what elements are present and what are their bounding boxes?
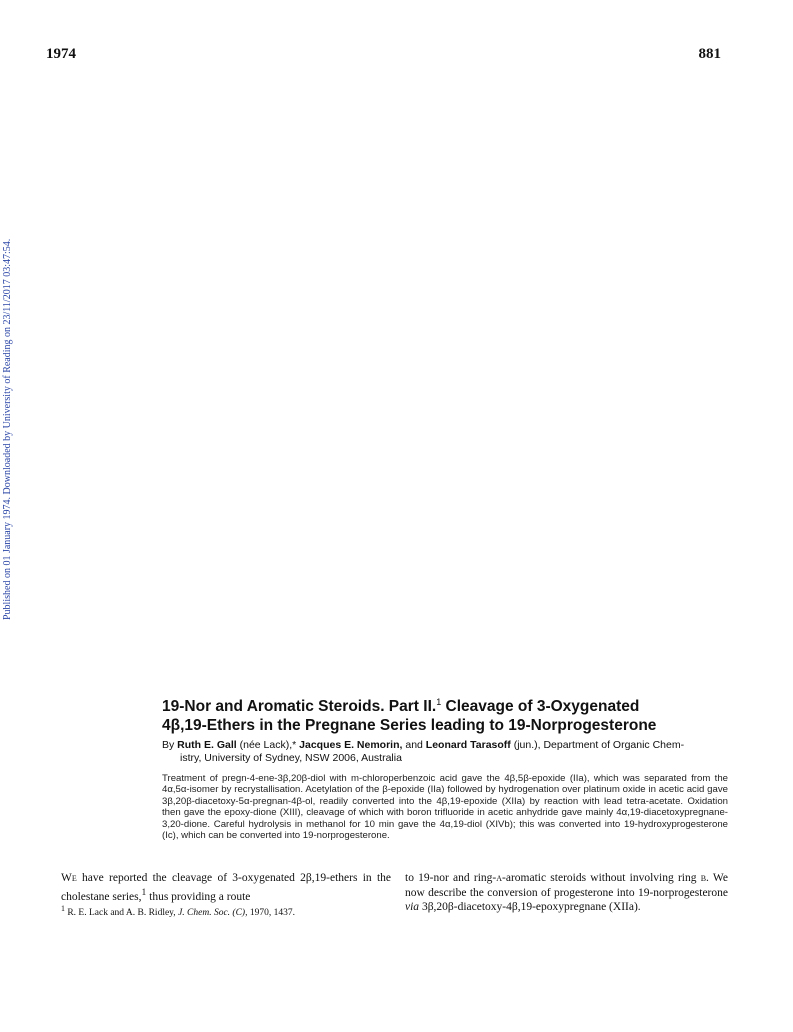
body-column-left	[61, 871, 391, 904]
footnote	[61, 903, 391, 919]
download-watermark	[2, 200, 18, 620]
footnote-year-page: 1970, 1437.	[247, 908, 295, 919]
body-right-text-1: to 19-nor and ring-	[405, 872, 497, 884]
author-3: Leonard Tarasoff	[425, 739, 511, 751]
title-part-1b: Cleavage of 3-Oxygenated	[441, 698, 640, 716]
body-right-text-3: . We now describe the conversion of progesterone into 19-norprogesterone	[405, 872, 728, 899]
body-left-end: thus providing a route	[146, 890, 251, 903]
byline-and: and	[402, 739, 426, 751]
download-watermark-text[interactable]: Published on 01 January 1974. Downloaded by University of Reading on 23/11/2017 03:47:54.	[2, 238, 13, 620]
footnote-journal: J. Chem. Soc. (C),	[178, 908, 248, 919]
article-title	[162, 693, 728, 735]
body-left-text: have reported the cleavage of 3-oxygenated 2β,19-ethers in the cholestane series,	[61, 872, 391, 903]
journal-year: 1974	[46, 46, 76, 62]
abstract: Treatment of pregn-4-ene-3β,20β-diol with m-chloroperbenzoic acid gave the 4β,5β-epoxide (IIa), which was separated from the 4α,5α-isomer by recrystallisation. Acetylation of the β-epoxide (IIa) followed by hydrogenation over platinum oxide in acetic acid gave 3β,20β-diacetoxy-5α-pregnan-4β-ol, readily converted into the 4β,19-epoxide (XIIa) by reaction with lead tetra-acetate. Oxidation then gave the epoxy-dione (XIII), cleavage of which with boron trifluoride in acetic anhydride gave mainly 4α,19-diacetoxypregnane-3,20-dione. Careful hydrolysis in methanol for 10 min gave the 4α,19-diol (XIVb); this was converted into 19-hydroxyprogesterone (Ic), which can be converted into 19-norprogesterone.	[162, 773, 728, 842]
body-right-text-2: -aromatic steroids without involving ring	[502, 872, 701, 884]
footnote-number: 1	[61, 904, 65, 913]
author-1-nee: (née Lack),*	[236, 739, 300, 751]
title-part-1: 19-Nor and Aromatic Steroids. Part II.	[162, 698, 437, 716]
body-dropcap: We	[61, 872, 77, 884]
byline-by: By	[162, 739, 178, 751]
title-part-2: 4β,19-Ethers in the Pregnane Series leading to 19-Norprogesterone	[162, 717, 657, 735]
via-italic: via	[405, 901, 420, 913]
ring-b-label: b	[700, 872, 707, 884]
affiliation-start: (jun.), Department of Organic Chem-	[510, 739, 685, 751]
byline	[162, 739, 728, 765]
page-number: 881	[698, 46, 721, 62]
footnote-authors: R. E. Lack and A. B. Ridley,	[64, 908, 179, 919]
author-2: Jacques E. Nemorin,	[299, 739, 403, 751]
body-left-ref-sup[interactable]: 1	[141, 886, 147, 898]
affiliation-continued: istry, University of Sydney, NSW 2006, Australia	[180, 752, 402, 764]
author-1: Ruth E. Gall	[177, 739, 237, 751]
body-column-right	[405, 871, 728, 915]
body-right-text-4: 3β,20β-diacetoxy-4β,19-epoxypregnane (XIIa).	[419, 901, 641, 913]
title-ref-sup[interactable]: 1	[436, 697, 442, 707]
ring-a-label: a	[496, 872, 503, 884]
